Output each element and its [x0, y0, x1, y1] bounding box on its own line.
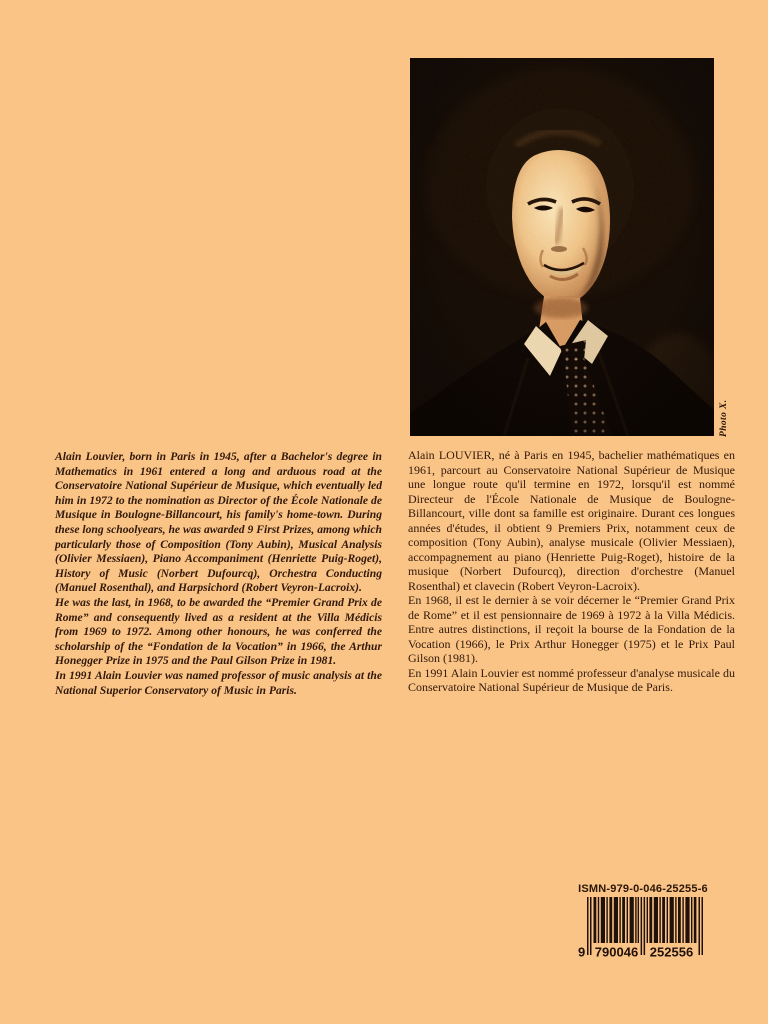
barcode-digit-group1: 790046 [594, 944, 639, 959]
ismn-label: ISMN-979-0-046-25255-6 [578, 883, 708, 895]
barcode-prefix-digit: 9 [578, 944, 586, 959]
bio-english-column [55, 450, 382, 698]
barcode-digit-group2: 252556 [649, 944, 694, 959]
bio-french-column [408, 448, 735, 695]
bio-english-paragraph: Alain Louvier, born in Paris in 1945, after a Bachelor's degree in Mathematics in 1961 entered a long and arduous road at the Conservatoire National Supérieur de Musique, which eventually led him in 1972 to the nomination as Director of the École Nationale de Musique in Boulogne-Billancourt, his family's home-town. During these long schoolyears, he was awarded 9 First Prizes, among which particularly those of Composition (Tony Aubin), Musical Analysis (Olivier Messiaen), Piano Accompaniment (Henriette Puig-Roget), History of Music (Norbert Dufourcq), Orchestra Conducting (Manuel Rosenthal), and Harpsichord (Robert Veyron-Lacroix). [55, 450, 382, 595]
bio-english-paragraph: In 1991 Alain Louvier was named professor of music analysis at the National Superior Conservatory of Music in Paris. [55, 668, 382, 697]
bio-english-paragraph: He was the last, in 1968, to be awarded the “Premier Grand Prix de Rome” and consequently lived as a resident at the Villa Médicis from 1969 to 1972. Among other honours, he was conferred the scholarship of the “Fondation de la Vocation” in 1966, the Arthur Honegger Prize in 1975 and the Paul Gilson Prize in 1981. [55, 595, 382, 668]
bio-french-paragraph: En 1991 Alain Louvier est nommé professeur d'analyse musicale du Conservatoire National Supérieur de Musique de Paris. [408, 665, 735, 694]
barcode [577, 897, 708, 959]
bio-french-paragraph: En 1968, il est le dernier à se voir décerner le “Premier Grand Prix de Rome” et il est pensionnaire de 1969 à 1972 à la Villa Médicis. Entre autres distinctions, il reçoit la bourse de la Fondation de la Vocation (1966), le Prix Arthur Honegger (1975) et le Prix Paul Gilson (1981). [408, 593, 735, 665]
bio-french-paragraph: Alain LOUVIER, né à Paris en 1945, bachelier mathématiques en 1961, parcourt au Conservatoire National Supérieur de Musique une longue route qu'il termine en 1972, lorsqu'il est nommé Directeur de l'École Nationale de Musique de Boulogne-Billancourt, ville dont sa famille est originaire. Durant ces longues années d'études, il obtient 9 Premiers Prix, notamment ceux de composition (Tony Aubin), analyse musicale (Olivier Messiaen), accompagnement au piano (Henriette Puig-Roget), histoire de la musique (Norbert Dufourcq), direction d'orchestre (Manuel Rosenthal) et clavecin (Robert Veyron-Lacroix). [408, 448, 735, 593]
portrait-image [410, 58, 714, 436]
photo-credit: Photo X. [719, 399, 729, 437]
portrait-photo [410, 58, 714, 436]
barcode-bars [577, 897, 708, 959]
